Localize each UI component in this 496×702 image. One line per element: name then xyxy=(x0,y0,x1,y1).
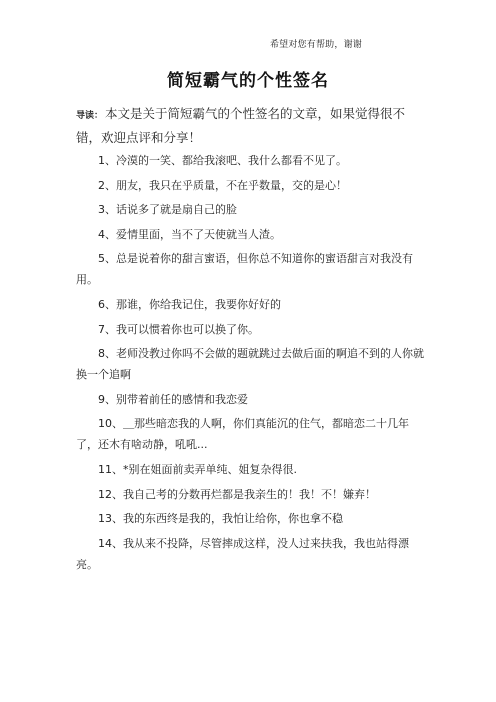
list-item: 6、那谁，你给我记住，我要你好好的 xyxy=(98,297,281,311)
list-item: 2、朋友，我只在乎质量，不在乎数量，交的是心！ xyxy=(98,178,347,192)
list-item: 12、我自己考的分数再烂都是我亲生的！我！不！嫌弃！ xyxy=(98,487,376,501)
list-item: 4、爱情里面，当不了天使就当人渣。 xyxy=(98,227,281,241)
list-item: 11、*别在姐面前卖弄单纯、姐复杂得很. xyxy=(98,462,297,476)
list-item: 10、＿那些暗恋我的人啊，你们真能沉的住气，都暗恋二十几年了，还木有啥动静，吼吼... xyxy=(76,417,409,452)
signature-list xyxy=(76,150,424,578)
list-item: 9、别带着前任的感情和我恋爱 xyxy=(98,392,248,406)
intro-paragraph xyxy=(76,103,424,149)
intro-text: 本文是关于简短霸气的个性签名的文章，如果觉得很不错，欢迎点评和分享！ xyxy=(76,106,406,145)
document-title: 简短霸气的个性签名 xyxy=(167,71,329,91)
intro-label: 导读： xyxy=(76,111,104,121)
list-item: 14、我从来不投降，尽管摔成这样，没人过来扶我，我也站得漂亮。 xyxy=(76,536,409,571)
list-item: 5、总是说着你的甜言蜜语，但你总不知道你的蜜语甜言对我没有用。 xyxy=(76,252,413,287)
header-note: 希望对您有帮助，谢谢 xyxy=(269,40,362,50)
list-item: 3、话说多了就是扇自己的脸 xyxy=(98,203,237,217)
list-item: 8、老师没教过你吗不会做的题就跳过去做后面的啊追不到的人你就换一个追啊 xyxy=(76,347,424,382)
list-item: 7、我可以惯着你也可以换了你。 xyxy=(98,322,259,336)
list-item: 1、冷漠的一笑、都给我滚吧、我什么都看不见了。 xyxy=(98,154,347,167)
list-item: 13、我的东西终是我的，我怕让给你，你也拿不稳 xyxy=(98,512,343,526)
